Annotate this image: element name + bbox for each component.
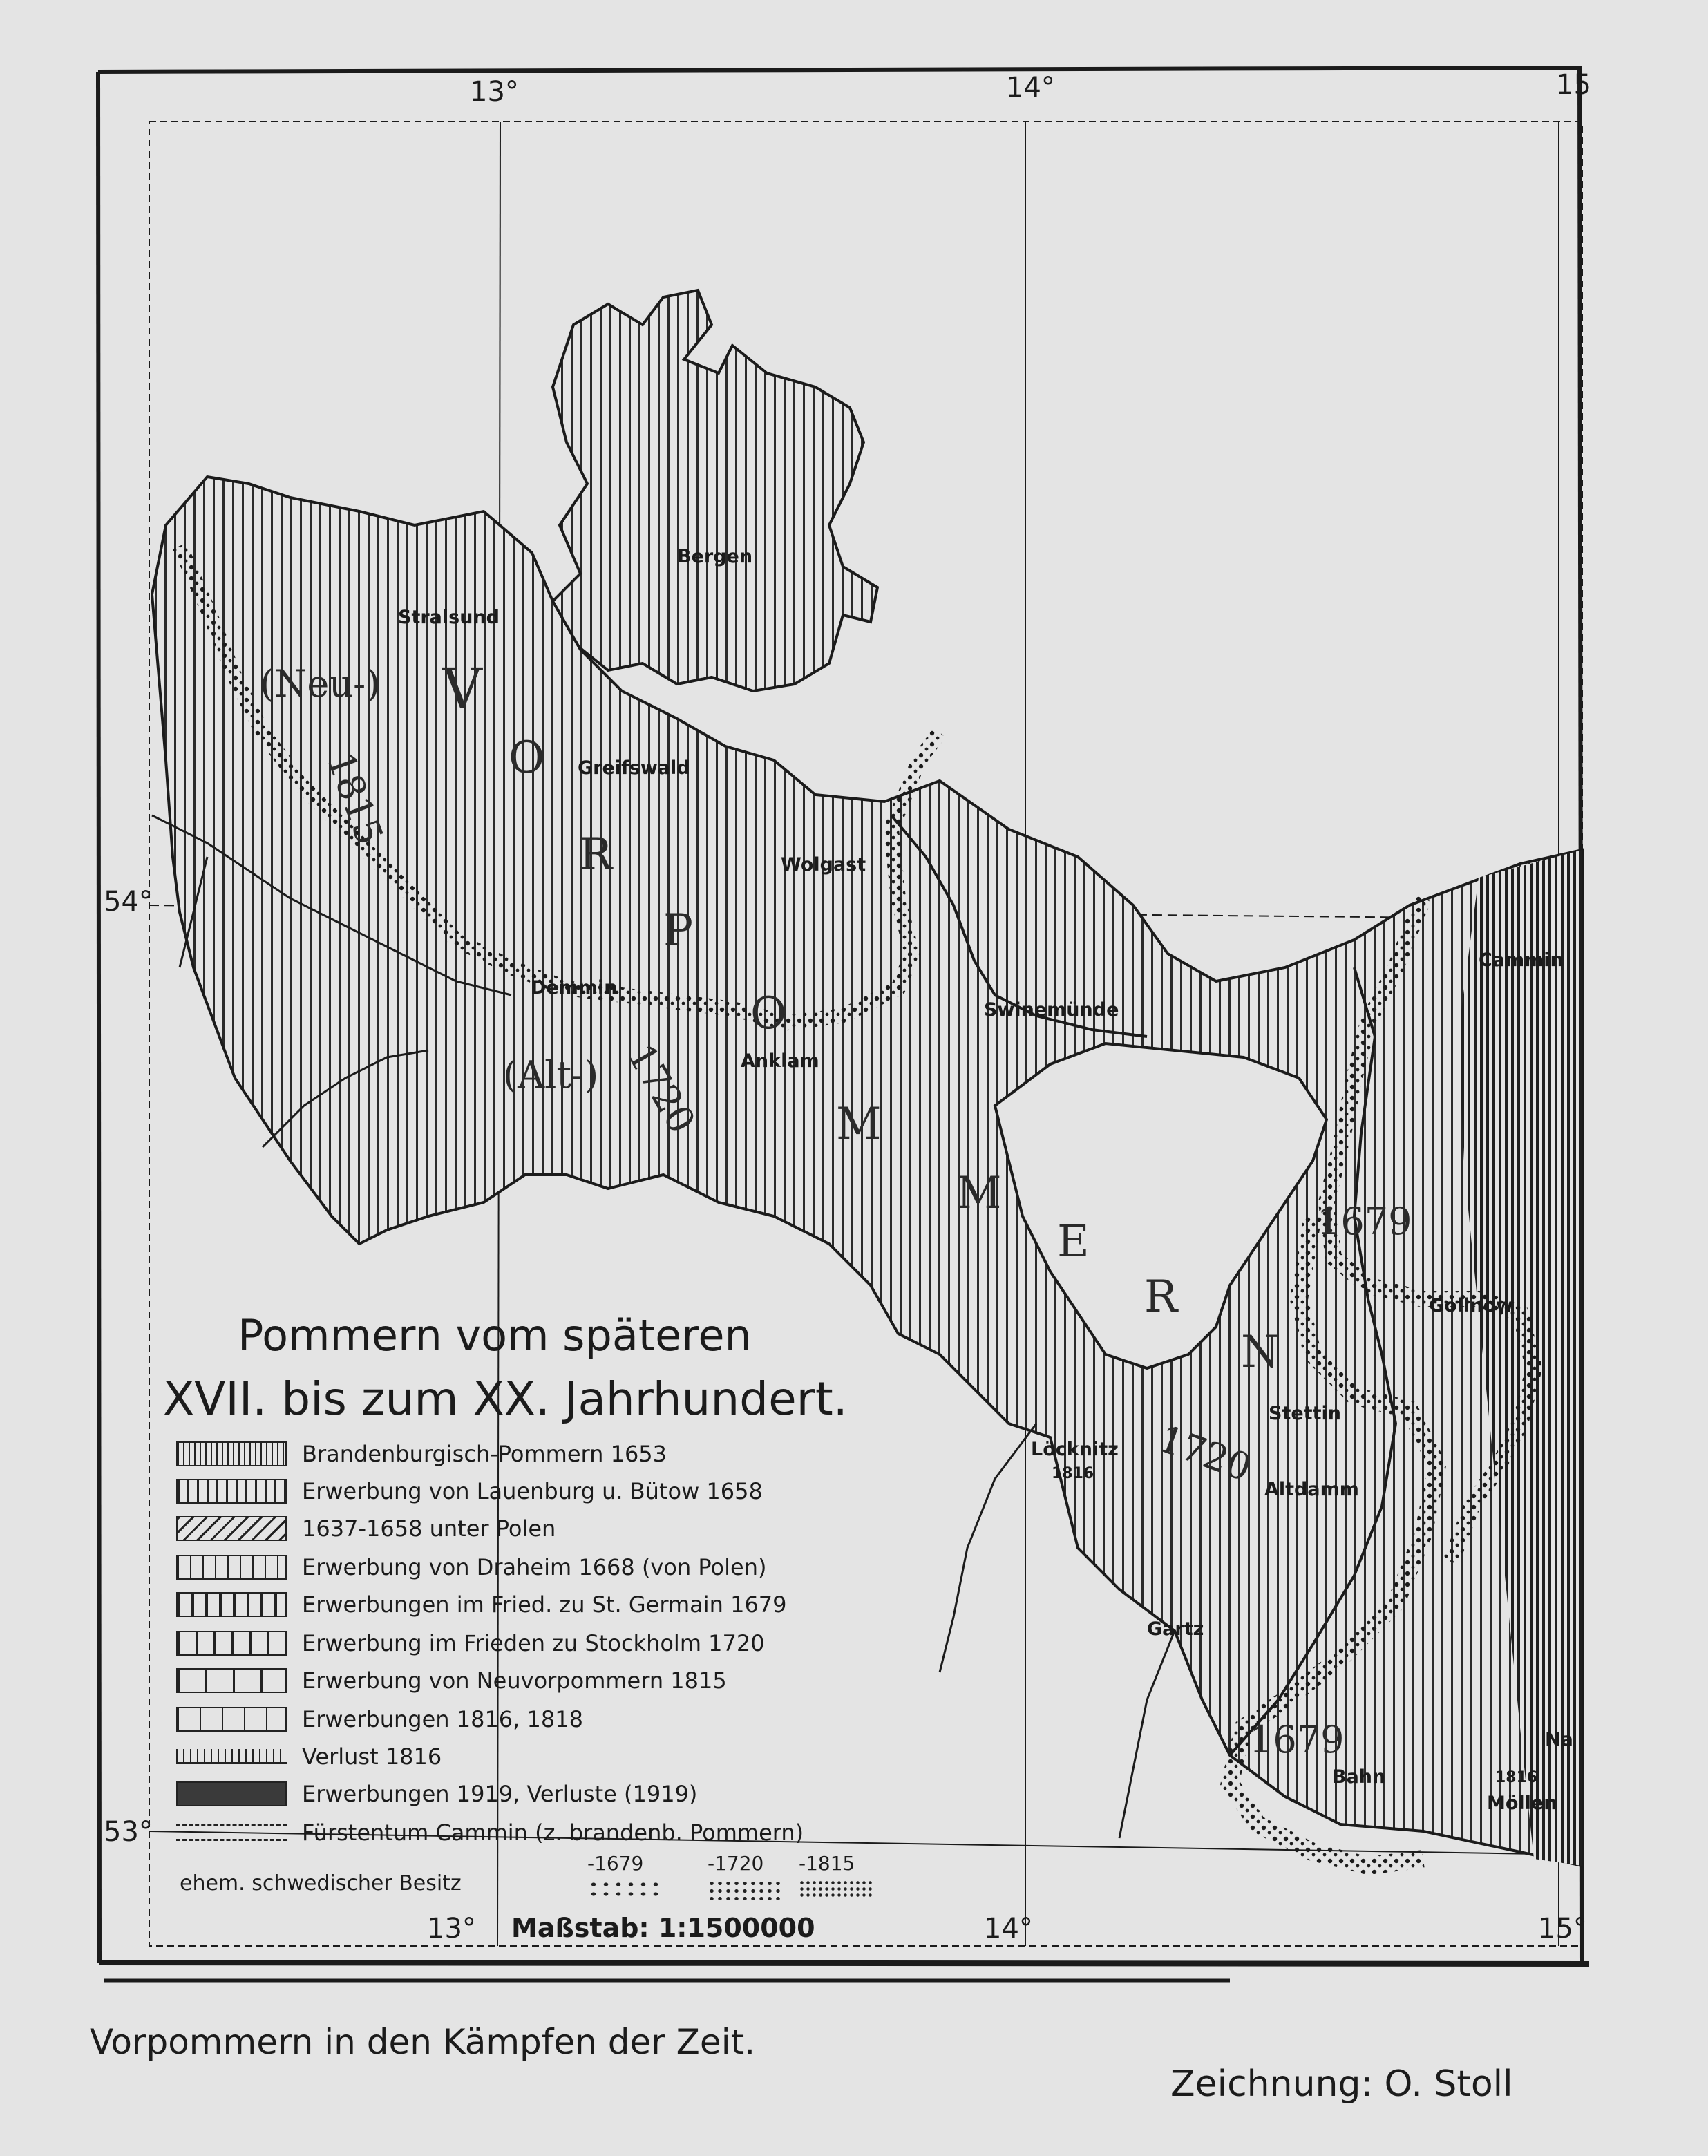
legend-swatch-sparse-vertical	[176, 1707, 287, 1732]
place-stettin: Stettin	[1269, 1403, 1341, 1424]
year-1720-west: 1720	[618, 1037, 704, 1141]
place-nau-partial: Na	[1545, 1729, 1573, 1750]
legend-swatch-dense-vertical	[176, 1441, 287, 1466]
legend-swatch-solid-dark	[176, 1781, 287, 1806]
legend-swedish-1815: -1815	[799, 1852, 855, 1875]
legend-swatch-vertical	[176, 1555, 287, 1580]
legend-item-polen	[176, 1513, 556, 1544]
legend-label: Erwerbung von Lauenburg u. Bütow 1658	[302, 1478, 763, 1504]
place-bahn: Bahn	[1332, 1766, 1386, 1788]
legend-title-line2: XVII. bis zum XX. Jahrhundert.	[163, 1372, 848, 1426]
legend-label: Erwerbungen im Fried. zu St. Germain 1679	[302, 1591, 787, 1618]
legend-swedish-label: ehem. schwedischer Besitz	[180, 1871, 462, 1895]
frame-bottom	[99, 1963, 1589, 1964]
legend-item-1919	[176, 1779, 697, 1809]
region-letter-m2: M	[956, 1168, 1003, 1219]
place-loecknitz: Löcknitz	[1031, 1439, 1119, 1460]
region-letter-n: N	[1241, 1327, 1281, 1378]
legend-item-1720	[176, 1628, 765, 1658]
river-south-2	[1119, 1631, 1175, 1838]
graticule-top-15: 15	[1556, 69, 1591, 101]
legend-item-1816-1818	[176, 1704, 583, 1734]
legend-label: Brandenburgisch-Pommern 1653	[302, 1441, 667, 1467]
graticule-left-54: 54°	[104, 886, 153, 918]
year-1816-loecknitz: 1816	[1052, 1465, 1094, 1482]
place-cammin: Cammin	[1479, 949, 1564, 971]
year-1720-east: 1720	[1152, 1417, 1258, 1491]
place-anklam: Anklam	[741, 1050, 819, 1072]
legend-label: Erwerbungen 1816, 1818	[302, 1706, 583, 1732]
region-letter-o2: O	[750, 988, 788, 1039]
legend-swatch-dots-1815	[799, 1880, 875, 1900]
legend-swatch-diagonal	[176, 1516, 287, 1541]
legend-swatch-dots-1679	[587, 1880, 663, 1900]
year-1679-north: 1679	[1317, 1200, 1412, 1243]
place-wolgast: Wolgast	[781, 854, 866, 876]
legend-label: Fürstentum Cammin (z. brandenb. Pommern)	[302, 1819, 804, 1846]
legend-item-1815	[176, 1665, 727, 1696]
place-gartz: Gartz	[1147, 1618, 1204, 1640]
legend-swatch-dashed	[176, 1824, 287, 1841]
legend-item-1679	[176, 1589, 787, 1620]
annotation-neu: (Neu-)	[260, 662, 381, 706]
place-stralsund: Stralsund	[398, 607, 500, 628]
graticule-bottom-15: 15°	[1538, 1913, 1587, 1945]
legend-swatch-sparse-vertical	[176, 1668, 287, 1693]
place-bergen: Bergen	[677, 546, 753, 567]
place-demmin: Demmin	[531, 977, 618, 999]
legend-item-1668	[176, 1552, 766, 1582]
place-gollnow: Gollnow	[1429, 1295, 1513, 1316]
legend-label: Erwerbung von Draheim 1668 (von Polen)	[302, 1554, 767, 1580]
legend-item-1658	[176, 1476, 763, 1506]
legend-label: Erwerbungen 1919, Verluste (1919)	[302, 1781, 698, 1807]
legend-item-1653	[176, 1439, 667, 1469]
region-letter-v: V	[442, 656, 484, 721]
caption-left: Vorpommern in den Kämpfen der Zeit.	[90, 2022, 756, 2062]
annotation-alt: (Alt-)	[503, 1053, 599, 1097]
legend-item-cammin	[176, 1817, 804, 1848]
caption-right: Zeichnung: O. Stoll	[1170, 2063, 1513, 2105]
region-letter-r1: R	[579, 829, 614, 880]
frame-top	[98, 68, 1582, 72]
year-1815: 1815	[318, 746, 392, 851]
year-1679-south: 1679	[1249, 1718, 1345, 1761]
place-greifswald: Greifswald	[578, 757, 690, 779]
graticule-bottom-13: 13°	[427, 1913, 476, 1945]
region-letter-o1: O	[509, 732, 547, 784]
legend-label: Erwerbung von Neuvorpommern 1815	[302, 1667, 727, 1694]
place-moellen: Möllen	[1487, 1793, 1557, 1814]
map-scale: Maßstab: 1:1500000	[511, 1913, 815, 1943]
region-letter-e: E	[1057, 1216, 1091, 1267]
legend-label: 1637-1658 unter Polen	[302, 1515, 556, 1542]
year-1816-moellen: 1816	[1495, 1769, 1538, 1786]
legend-swatch-vertical	[176, 1631, 287, 1656]
graticule-bottom-14: 14°	[984, 1913, 1033, 1945]
frame-left	[98, 72, 99, 1963]
graticule-left-53: 53°	[104, 1816, 153, 1848]
legend-title-line1: Pommern vom späteren	[238, 1310, 752, 1361]
river-south-1	[940, 1424, 1036, 1672]
region-letter-p: P	[663, 905, 695, 956]
place-altdamm: Altdamm	[1264, 1479, 1359, 1500]
region-letter-r2: R	[1144, 1271, 1179, 1323]
place-swinemuende: Swinemünde	[984, 999, 1119, 1021]
graticule-top-13: 13°	[470, 76, 519, 108]
legend-swedish-1679: -1679	[587, 1852, 644, 1875]
graticule-top-14: 14°	[1006, 72, 1055, 104]
legend-swatch-comb	[176, 1749, 287, 1764]
region-letter-m1: M	[836, 1099, 883, 1150]
legend-label: Erwerbung im Frieden zu Stockholm 1720	[302, 1630, 765, 1656]
legend-swatch-dots-1720	[708, 1880, 784, 1900]
ruegen-island	[553, 290, 877, 691]
legend-item-verlust-1816	[176, 1741, 442, 1772]
legend-swatch-vertical	[176, 1479, 287, 1504]
legend-swedish-1720: -1720	[708, 1852, 764, 1875]
legend-label: Verlust 1816	[302, 1743, 442, 1770]
legend-swatch-vertical	[176, 1592, 287, 1617]
